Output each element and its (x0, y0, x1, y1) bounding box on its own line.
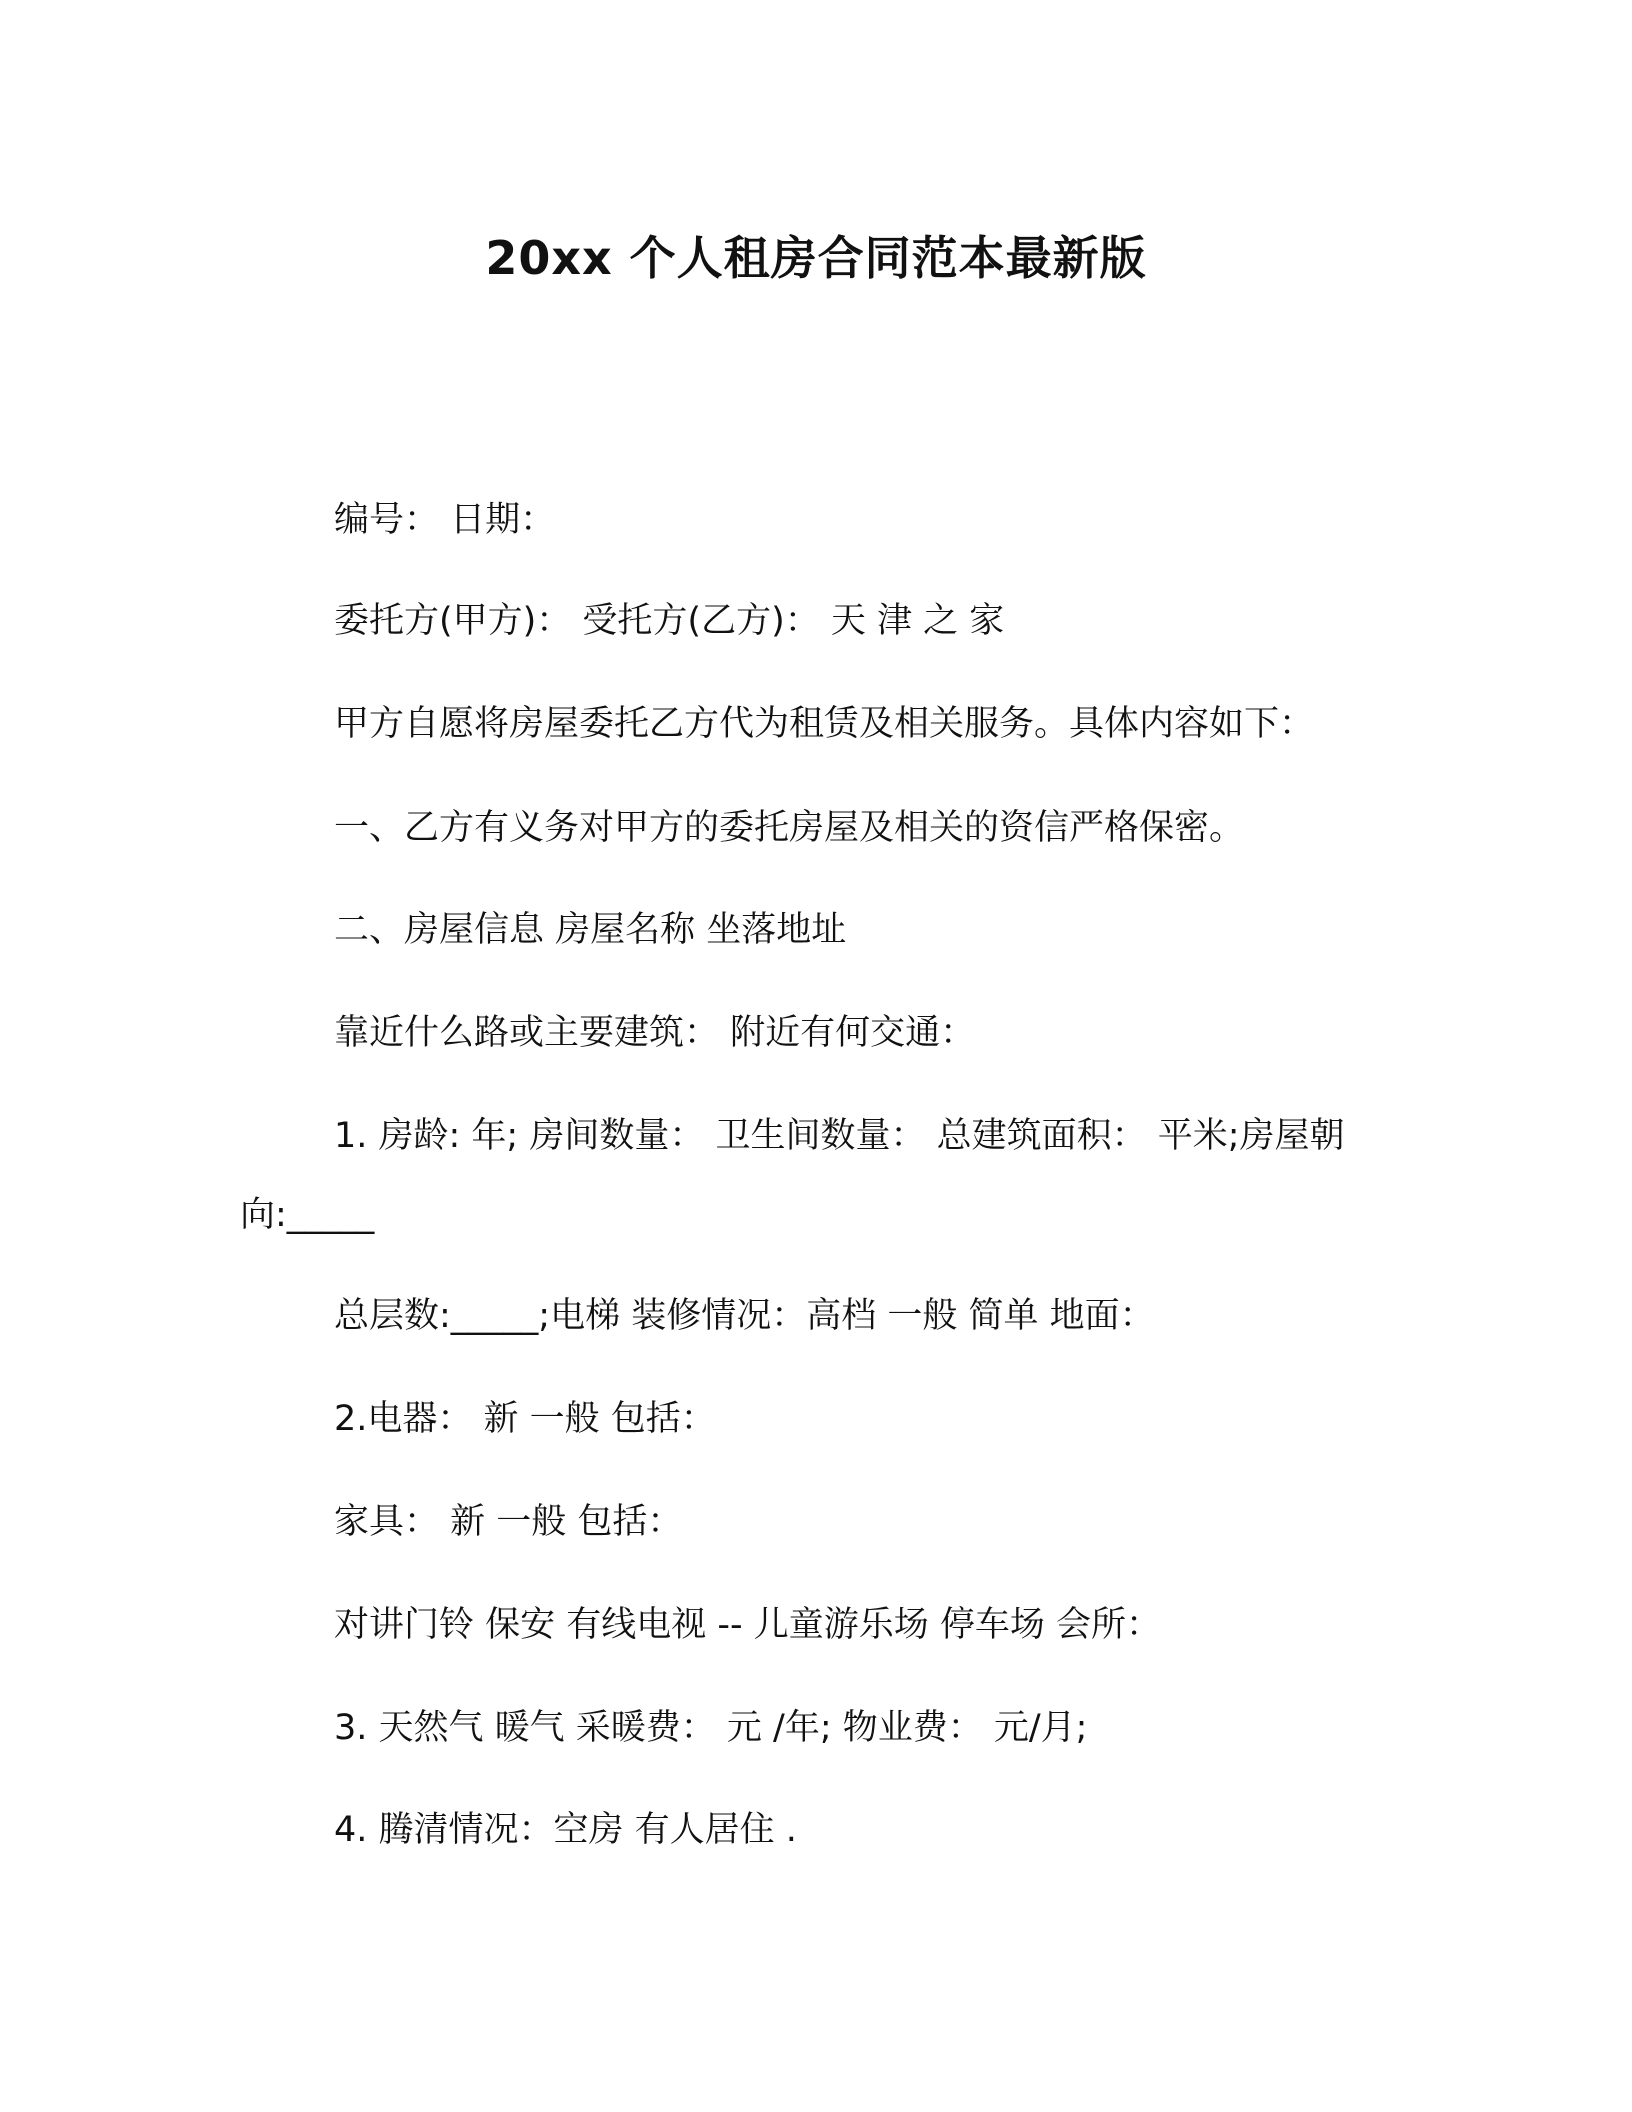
clause-one: 一、乙方有义务对甲方的委托房屋及相关的资信严格保密。 (334, 808, 1245, 848)
number-date-line: 编号： 日期： (334, 500, 556, 540)
document-title: 20xx 个人租房合同范本最新版 (485, 231, 1147, 285)
intro-paragraph: 甲方自愿将房屋委托乙方代为租赁及相关服务。具体内容如下： (334, 704, 1315, 744)
nearby-road-line: 靠近什么路或主要建筑： 附近有何交通： (334, 1013, 976, 1053)
parties-line: 委托方(甲方)： 受托方(乙方)： 天 津 之 家 (334, 601, 1005, 641)
appliances-line: 2.电器： 新 一般 包括： (334, 1399, 716, 1439)
facilities-line: 对讲门铃 保安 有线电视 -- 儿童游乐场 停车场 会所： (334, 1605, 1162, 1645)
occupancy-line: 4. 腾清情况：空房 有人居住 . (334, 1810, 797, 1850)
orientation-continuation: 向:_____ (240, 1195, 375, 1235)
clause-two-heading: 二、房屋信息 房屋名称 坐落地址 (334, 910, 847, 950)
fees-line: 3. 天然气 暖气 采暖费： 元 /年; 物业费： 元/月; (334, 1708, 1088, 1748)
floors-decoration-line: 总层数:_____;电梯 装修情况：高档 一般 简单 地面： (334, 1296, 1155, 1336)
house-age-line: 1. 房龄: 年; 房间数量： 卫生间数量： 总建筑面积： 平米;房屋朝 (334, 1116, 1345, 1156)
furniture-line: 家具： 新 一般 包括： (334, 1502, 683, 1542)
